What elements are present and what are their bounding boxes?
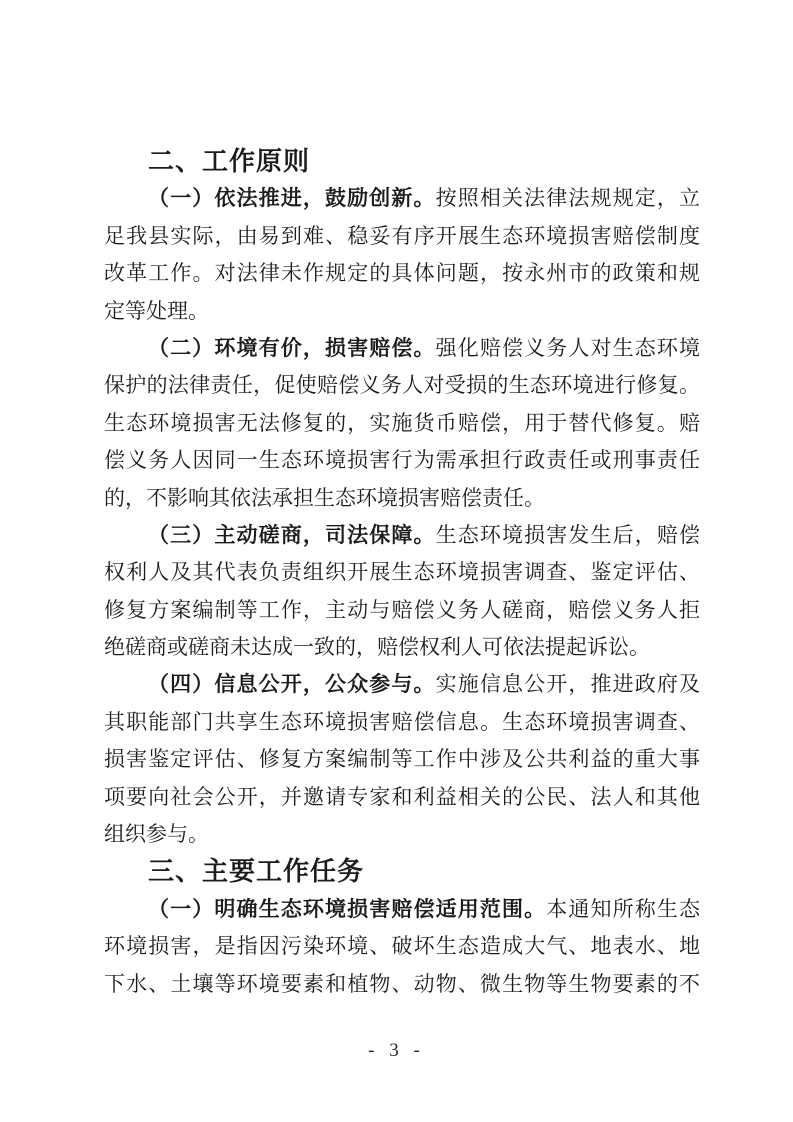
paragraph-text: 强化赔偿义务人对生态环境	[435, 335, 700, 360]
section-heading	[104, 143, 700, 180]
text-line	[104, 891, 700, 928]
text-line	[104, 517, 700, 554]
paragraph-text: 修复方案编制等工作，主动与赔偿义务人磋商，赔偿义务人拒	[104, 597, 700, 622]
paragraph-lead: （一）依法推进，鼓励创新。	[148, 186, 436, 211]
page-number: - 3 -	[368, 1040, 425, 1061]
paragraph-text: 保护的法律责任，促使赔偿义务人对受损的生态环境进行修复。	[104, 373, 700, 398]
paragraph-text: 生态环境损害无法修复的，实施货币赔偿，用于替代修复。赔	[104, 410, 700, 435]
paragraph-text: 的，不影响其依法承担生态环境损害赔偿责任。	[104, 485, 545, 510]
section-heading	[104, 853, 700, 890]
text-line	[104, 629, 700, 666]
paragraph-text: 权利人及其代表负责组织开展生态环境损害调查、鉴定评估、	[104, 560, 700, 585]
text-line	[104, 442, 700, 479]
paragraph-text: 项要向社会公开，并邀请专家和利益相关的公民、法人和其他	[104, 784, 700, 809]
text-line	[104, 255, 700, 292]
section-heading-text: 二、工作原则	[148, 146, 311, 176]
text-line	[104, 330, 700, 367]
text-line	[104, 741, 700, 778]
document-body	[104, 143, 700, 1003]
text-line	[104, 779, 700, 816]
paragraph-text: 绝磋商或磋商未达成一致的，赔偿权利人可依法提起诉讼。	[104, 635, 650, 660]
text-line	[104, 218, 700, 255]
text-line	[104, 592, 700, 629]
paragraph-text: 生态环境损害发生后，赔偿	[435, 522, 700, 547]
text-line	[104, 704, 700, 741]
paragraph-text: 下水、土壤等环境要素和植物、动物、微生物等生物要素的不	[104, 971, 700, 996]
paragraph-lead: （二）环境有价，损害赔偿。	[148, 335, 436, 360]
text-line	[104, 966, 700, 1003]
text-line	[104, 480, 700, 517]
text-line	[104, 180, 700, 217]
paragraph-text: 实施信息公开，推进政府及	[435, 672, 700, 697]
paragraph-lead: （三）主动磋商，司法保障。	[148, 522, 436, 547]
paragraph-text: 足我县实际，由易到难、稳妥有序开展生态环境损害赔偿制度	[104, 223, 700, 248]
paragraph-text: 损害鉴定评估、修复方案编制等工作中涉及公共利益的重大事	[104, 747, 700, 772]
paragraph-text: 本通知所称生态	[546, 896, 700, 921]
paragraph-lead: （四）信息公开，公众参与。	[148, 672, 436, 697]
text-line	[104, 405, 700, 442]
paragraph-text: 按照相关法律法规规定，立	[435, 186, 700, 211]
paragraph-text: 定等处理。	[104, 298, 209, 323]
paragraph-text: 组织参与。	[104, 822, 209, 847]
paragraph-text: 改革工作。对法律未作规定的具体问题，按永州市的政策和规	[104, 261, 700, 286]
text-line	[104, 293, 700, 330]
text-line	[104, 816, 700, 853]
paragraph-text: 其职能部门共享生态环境损害赔偿信息。生态环境损害调查、	[104, 709, 700, 734]
text-line	[104, 367, 700, 404]
text-line	[104, 928, 700, 965]
paragraph-text: 偿义务人因同一生态环境损害行为需承担行政责任或刑事责任	[104, 448, 700, 473]
text-line	[104, 554, 700, 591]
section-heading-text: 三、主要工作任务	[148, 856, 365, 887]
paragraph-text: 环境损害，是指因污染环境、破坏生态造成大气、地表水、地	[104, 934, 700, 959]
paragraph-lead: （一）明确生态环境损害赔偿适用范围。	[148, 896, 547, 921]
text-line	[104, 666, 700, 703]
